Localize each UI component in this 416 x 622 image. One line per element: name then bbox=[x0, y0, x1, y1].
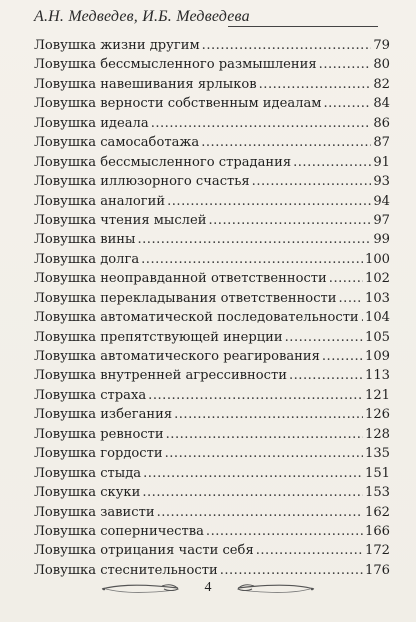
toc-entry bbox=[34, 541, 390, 560]
toc-entry bbox=[34, 386, 390, 405]
toc-entry-page: 113 bbox=[365, 368, 390, 384]
toc-entry-page: 153 bbox=[365, 485, 390, 501]
toc-entry-title: Ловушка долга bbox=[34, 251, 140, 267]
toc-leader-dots bbox=[256, 541, 363, 560]
toc-leader-dots bbox=[329, 269, 363, 288]
toc-entry-title: Ловушка иллюзорного счастья bbox=[34, 174, 250, 190]
toc-leader-dots bbox=[201, 133, 371, 152]
toc-entry-title: Ловушка избегания bbox=[34, 407, 173, 423]
toc-entry-page: 86 bbox=[373, 115, 390, 131]
toc-entry-page: 84 bbox=[373, 96, 390, 112]
toc-leader-dots bbox=[252, 172, 372, 191]
toc-entry bbox=[34, 503, 390, 522]
toc-entry bbox=[34, 153, 390, 172]
toc-entry-page: 79 bbox=[373, 38, 390, 53]
toc-entry bbox=[34, 211, 390, 230]
toc-entry bbox=[34, 55, 390, 74]
toc-leader-dots bbox=[166, 425, 363, 444]
running-header-authors: А.Н. Медведев, И.Б. Медведева bbox=[34, 8, 250, 25]
toc-entry-title: Ловушка скуки bbox=[34, 485, 141, 501]
toc-entry bbox=[34, 483, 390, 502]
toc-entry-page: 91 bbox=[373, 154, 390, 170]
toc-leader-dots bbox=[174, 405, 363, 424]
toc-entry-page: 82 bbox=[373, 76, 390, 92]
toc-entry bbox=[34, 250, 390, 269]
toc-entry bbox=[34, 192, 390, 211]
toc-entry-page: 166 bbox=[365, 523, 390, 539]
toc-leader-dots bbox=[289, 366, 363, 385]
toc-entry-page: 162 bbox=[365, 504, 390, 520]
toc-entry bbox=[34, 347, 390, 366]
toc-entry-page: 121 bbox=[365, 387, 390, 403]
toc-entry-page: 172 bbox=[365, 543, 390, 559]
toc-entry-title: Ловушка чтения мыслей bbox=[34, 212, 207, 228]
toc-entry-title: Ловушка жизни другим bbox=[34, 38, 200, 53]
toc-entry-title: Ловушка внутренней агрессивности bbox=[34, 368, 287, 384]
toc-leader-dots bbox=[143, 464, 363, 483]
toc-entry bbox=[34, 464, 390, 483]
toc-entry-title: Ловушка препятствующей инерции bbox=[34, 329, 283, 345]
toc-entry-page: 80 bbox=[373, 57, 390, 73]
toc-entry-title: Ловушка соперничества bbox=[34, 523, 204, 539]
page-footer bbox=[0, 572, 416, 608]
toc-leader-dots bbox=[206, 522, 363, 541]
toc-leader-dots bbox=[202, 36, 372, 55]
toc-entry-page: 99 bbox=[373, 232, 390, 248]
toc-entry-page: 104 bbox=[365, 310, 390, 326]
page-number: 4 bbox=[204, 580, 212, 595]
toc-entry-page: 109 bbox=[365, 349, 390, 364]
toc-leader-dots bbox=[167, 192, 371, 211]
toc-entry bbox=[34, 289, 390, 308]
toc-leader-dots bbox=[165, 444, 363, 463]
toc-entry-page: 94 bbox=[373, 193, 390, 209]
toc-entry bbox=[34, 522, 390, 541]
toc-entry-page: 93 bbox=[373, 174, 390, 190]
toc-leader-dots bbox=[322, 347, 363, 366]
ornament-left-icon bbox=[100, 582, 180, 596]
toc-entry-title: Ловушка стеснительности bbox=[34, 562, 218, 578]
toc-entry-title: Ловушка самосаботажа bbox=[34, 135, 200, 151]
toc-entry-page: 151 bbox=[365, 465, 390, 481]
toc-entry-title: Ловушка отрицания части себя bbox=[34, 543, 254, 559]
toc-leader-dots bbox=[157, 503, 363, 522]
toc-leader-dots bbox=[151, 114, 372, 133]
toc-entry-title: Ловушка перекладывания ответственности bbox=[34, 290, 337, 306]
toc-entry-title: Ловушка навешивания ярлыков bbox=[34, 76, 257, 92]
toc-entry-title: Ловушка верности собственным идеалам bbox=[34, 96, 322, 112]
toc-entry bbox=[34, 114, 390, 133]
toc-leader-dots bbox=[293, 153, 371, 172]
toc-leader-dots bbox=[208, 211, 371, 230]
toc-entry-title: Ловушка бессмысленного страдания bbox=[34, 154, 292, 170]
toc-leader-dots bbox=[137, 230, 371, 249]
toc-entry-title: Ловушка бессмысленного размышления bbox=[34, 57, 317, 73]
toc-entry bbox=[34, 75, 390, 94]
toc-entry-page: 105 bbox=[365, 329, 390, 345]
toc-entry bbox=[34, 94, 390, 113]
toc-leader-dots bbox=[259, 75, 372, 94]
toc-leader-dots bbox=[319, 55, 372, 74]
toc-entry-title: Ловушка идеала bbox=[34, 115, 149, 131]
toc-entry-title: Ловушка неоправданной ответственности bbox=[34, 271, 327, 287]
toc-entry-page: 135 bbox=[365, 446, 390, 462]
toc-entry-page: 100 bbox=[365, 251, 390, 267]
toc-entry-title: Ловушка стыда bbox=[34, 465, 142, 481]
toc-entry-page: 103 bbox=[365, 290, 390, 306]
toc-entry-title: Ловушка автоматического реагирования bbox=[34, 349, 320, 364]
toc-entry bbox=[34, 308, 390, 327]
toc-entry bbox=[34, 366, 390, 385]
toc-entry bbox=[34, 230, 390, 249]
toc-entry bbox=[34, 36, 390, 55]
toc-leader-dots bbox=[361, 308, 363, 327]
toc-entry-page: 97 bbox=[373, 212, 390, 228]
toc-entry-title: Ловушка ревности bbox=[34, 426, 164, 442]
toc-leader-dots bbox=[339, 289, 364, 308]
toc-leader-dots bbox=[323, 94, 371, 113]
toc-leader-dots bbox=[148, 386, 363, 405]
ornament-right-icon bbox=[236, 582, 316, 596]
toc-entry bbox=[34, 405, 390, 424]
toc-entry-page: 126 bbox=[365, 407, 390, 423]
toc-entry-title: Ловушка автоматической последовательности bbox=[34, 310, 359, 326]
toc-entry-page: 87 bbox=[373, 135, 390, 151]
toc-entry bbox=[34, 133, 390, 152]
toc-entry bbox=[34, 269, 390, 288]
toc-entry-page: 176 bbox=[365, 562, 390, 578]
toc-entry-title: Ловушка аналогий bbox=[34, 193, 166, 209]
toc-entry bbox=[34, 425, 390, 444]
toc-entry bbox=[34, 172, 390, 191]
toc-entry-title: Ловушка зависти bbox=[34, 504, 155, 520]
toc-leader-dots bbox=[142, 483, 363, 502]
toc-entry bbox=[34, 328, 390, 347]
toc-entry bbox=[34, 444, 390, 463]
toc-entry-page: 102 bbox=[365, 271, 390, 287]
table-of-contents bbox=[34, 36, 390, 580]
toc-entry-title: Ловушка страха bbox=[34, 387, 147, 403]
toc-leader-dots bbox=[285, 328, 363, 347]
toc-leader-dots bbox=[141, 250, 363, 269]
toc-entry-page: 128 bbox=[365, 426, 390, 442]
toc-entry-title: Ловушка гордости bbox=[34, 446, 163, 462]
header-rule bbox=[228, 26, 378, 27]
toc-entry-title: Ловушка вины bbox=[34, 232, 136, 248]
